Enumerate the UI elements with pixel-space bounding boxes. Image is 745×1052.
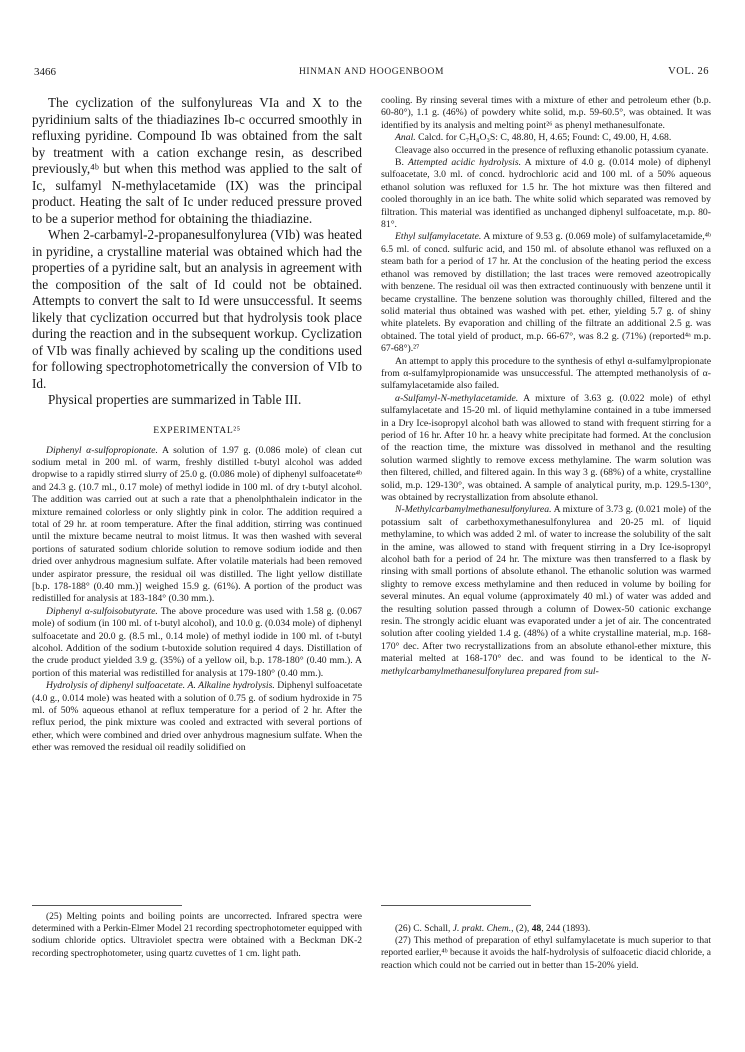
left-column [32, 95, 362, 755]
procedure-hydrolysis [32, 680, 362, 754]
footnote-26 [381, 923, 711, 935]
page-header [34, 66, 709, 80]
procedure-sulfonylurea [381, 504, 711, 678]
footnotes-left [32, 911, 362, 960]
footnote-text: , 244 (1893). [541, 924, 591, 934]
procedure-sulfopropionate [32, 445, 362, 606]
procedure-sulfoisobutyrate [32, 606, 362, 680]
right-column [381, 95, 711, 678]
procedure-title: Diphenyl α-sulfopropionate. [46, 444, 158, 456]
procedure-subtitle: A. Alkaline hydrolysis. [187, 680, 275, 692]
procedure-ethyl-sulfamylacetate [381, 231, 711, 355]
attempt-paragraph: An attempt to apply this procedure to the synthesis of ethyl α-sulfamylpropionate from α-sulfamylpropionamide was unsuccessful. The attempted methanolysis of α-sulfamylacetamide also failed. [381, 355, 711, 392]
intro-paragraph-1: The cyclization of the sulfonylureas VIa and X to the pyridinium salts of the thiadiazines Ib-c occurred smoothly in refluxing pyridine. Compound Ib was obtained from the salt by treatment with a cation exchange resin, as described previously,⁴ᵇ but when this method was applied to the salt of Ic, sulfamyl N-methylacetamide (IX) was the principal product. Heating the salt of Ic under reduced pressure proved to be a superior method for obtaining the thiadiazine. [32, 95, 362, 226]
procedure-body: A solution of 1.97 g. (0.086 mole) of clean cut sodium metal in 200 ml. of warm, freshly distilled t-butyl alcohol was added dropwise to a rapidly stirred slurry of 25.0 g. (0.086 mole) of diphenyl sulfoacetate⁴ᵇ and 24.3 g. (10.7 ml., 0.17 mole) of methyl iodide in 100 ml. of dry t-butyl alcohol. The addition was carried out at such a rate that a phenolphthalein indicator in the mixture remained colorless or only slightly pink in color. The addition required a total of 29 hr. at room temperature. After the final addition, stirring was continued until the mixture became neutral to moist litmus. It was then washed with several portions of saturated sodium chloride solution to remove sodium iodide and then dried over anhydrous magnesium sulfate. After volatile materials had been removed under aspirator pressure, the residual oil was distilled. The light yellow distillate [b.p. 178-188° (0.40 mm.)] weighed 15.9 g. (61%). A portion of the product was redistilled for analysis at 183-184° (0.30 mm.). [32, 444, 362, 605]
analysis-values: Calcd. for C₇H₈O₃S: C, 48.80, H, 4.65; Found: C, 49.00, H, 4.68. [415, 132, 672, 144]
procedure-acidic-hydrolysis [381, 157, 711, 231]
journal-name: J. prakt. Chem. [452, 924, 512, 934]
analysis-line [381, 132, 711, 144]
intro-paragraph-3: Physical properties are summarized in Table III. [48, 392, 302, 407]
footnote-27: (27) This method of preparation of ethyl sulfamylacetate is much superior to that reported earlier,⁴ᵇ because it avoids the half-hydrolysis of sulfoacetic diacid chloride, a reaction which could not be carried out in better than 15-20% yield. [381, 936, 711, 971]
analysis-label: Anal. [395, 132, 416, 144]
procedure-body: A mixture of 3.63 g. (0.022 mole) of ethyl sulfamylacetate and 15-20 ml. of liquid methylamine contained in a tube immersed in a Dry Ice-isopropyl alcohol bath was allowed to stand with frequent stirring for a period of 16 hr. After 10 hr. a heavy white precipitate had formed. At the conclusion of the reaction time, the mixture was dissolved in methanol and the resulting solution warmed slightly to remove excess methylamine. The warm solution was then filtered, chilled, and filtered again. In this way 3 g. (68%) of a white, crystalline solid, m.p. 129-130°, was obtained. A sample of analytical purity, m.p. 129.5-130°, was obtained by recrystallization from absolute ethanol. [381, 392, 711, 503]
cleavage-paragraph: Cleavage also occurred in the presence of refluxing ethanolic potassium cyanate. [395, 144, 709, 156]
procedure-body: A mixture of 4.0 g. (0.014 mole) of diphenyl sulfoacetate, 3.0 ml. of concd. hydrochloric acid and 100 ml. of a 50% aqueous ethanol solution was refluxed for 1.5 hr. The hot mixture was then filtered and cooled thoroughly in an ice bath. The white solid which separated was removed by filtration. This material was identified as unchanged diphenyl sulfoacetate, m.p. 80-81°. [381, 157, 711, 231]
procedure-title: Diphenyl α-sulfoisobutyrate. [46, 605, 158, 617]
procedure-title: α-Sulfamyl-N-methylacetamide. [395, 392, 519, 404]
procedure-prefix: B. [395, 157, 408, 169]
procedure-title: Ethyl sulfamylacetate. [395, 231, 482, 243]
volume-label: VOL. 26 [668, 66, 709, 77]
continued-paragraph: cooling. By rinsing several times with a mixture of ether and petroleum ether (b.p. 60-80°), 1.1 g. (46%) of powdery white solid, m.p. 59-60.5°, was obtained. It was identified by its analysis and melting point²⁶ as phenyl methanesulfonate. [381, 95, 711, 131]
procedure-body: A mixture of 3.73 g. (0.021 mole) of the potassium salt of carbethoxymethanesulfonylurea and 20-25 ml. of liquid methylamine, to which was added 2 ml. of water to increase the solubility of the salt in the amine, was allowed to stand with frequent stirring in a Dry Ice-isopropyl alcohol bath for a period of 24 hr. The mixture was then transferred to a flask by rinsing with small portions of absolute ethanol. The ethanolic solution was warmed slighty to remove excess methylamine and then reduced in volume by boiling for several minutes. An equal volume (approximately 40 ml.) of water was added and the resulting solution passed through a column of Dowex-50 cationic exchange resin. The strongly acidic eluant was evaporated under a jet of air. The concentrated solution after cooling yielded 1.4 g. (48%) of a white crystalline material, m.p. 168-170° dec. After two recrystallizations from an absolute ethanol-ether mixture, this material melted at 168-170° dec. and was found to be identical to the [381, 504, 711, 665]
procedure-title: Attempted acidic hydrolysis. [407, 157, 522, 169]
procedure-methylacetamide [381, 393, 711, 505]
footnote-rule-right [381, 905, 531, 906]
procedure-body-italic-end: N-methylcarbamylmethanesulfonylurea prepared from sul- [381, 653, 711, 677]
footnote-rule-left [32, 905, 182, 906]
procedure-body: The above procedure was used with 1.58 g. (0.067 mole) of sodium (in 100 ml. of t-butyl alcohol), and 10.0 g. (0.034 mole) of diphenyl sulfoacetate and 20.0 g. (8.5 ml., 0.14 mole) of methyl iodide in 100 ml. of t-butyl alcohol. Addition of the sodium t-butoxide solution required 4 days. Distillation of the crude product yielded 3.9 g. (35%) of a yellow oil, b.p. 178-180° (0.40 mm.). A portion of this material was redistilled for analysis at 179-180° (0.40 mm.). [32, 605, 362, 679]
procedure-body: A mixture of 9.53 g. (0.069 mole) of sulfamylacetamide,⁴ᵇ 6.5 ml. of concd. sulfuric acid, and 150 ml. of absolute ethanol was refluxed on a steam bath for a period of 17 hr. At the conclusion of the heating period the excess ethanol was removed by distillation; the last traces were removed azeotropically with benzene. The residual oil was then extracted continuously with benzene until it became crystalline. The benzene solution was thoroughly chilled, filtered and the solid material thus obtained was washed with pet. ether, yielding 5.7 g. of shiny white platelets. By evaporation and chilling of the filtrate an additional 2.5 g. was obtained. The total yield of product, m.p. 66-67°, was 8.2 g. (71%) (reported⁴ᵃ m.p. 67-68°).²⁷ [381, 231, 711, 355]
procedure-title: N-Methylcarbamylmethanesulfonylurea. [395, 504, 552, 516]
footnote-25: (25) Melting points and boiling points are uncorrected. Infrared spectra were determined with a Perkin-Elmer Model 21 recording spectrophotometer equipped with sodium chloride optics. Ultraviolet spectra were obtained with a Beckman DK-2 recording spectrophotometer, using quartz cuvettes of 1 cm. light path. [32, 912, 362, 959]
footnote-text: (26) C. Schall, [395, 924, 453, 934]
experimental-heading: EXPERIMENTAL²⁵ [153, 424, 241, 436]
footnote-text: , (2), [511, 924, 532, 934]
journal-volume: 48 [531, 924, 542, 934]
running-head-authors: HINMAN AND HOOGENBOOM [298, 67, 445, 77]
intro-paragraph-2: When 2-carbamyl-2-propanesulfonylurea (VIb) was heated in pyridine, a crystalline material was obtained which had the properties of a pyridine salt, but an analysis in agreement with the composition of the salt of Id could not be obtained. Attempts to convert the salt to Id were unsuccessful. It seems likely that cyclization occurred but that hydrolysis took place during the reaction and in the subsequent workup. Cyclization of VIb was finally achieved by scaling up the conditions used for following spectrophotometrically the conversion of VIb to Id. [32, 227, 362, 391]
page-number: 3466 [34, 66, 56, 78]
footnotes-right [381, 923, 711, 972]
procedure-body: Diphenyl sulfoacetate (4.0 g., 0.014 mole) was heated with a solution of 0.75 g. of sodium hydroxide in 75 ml. of 50% aqueous ethanol at reflux temperature for a period of 2 hr. After the reflux period, the pink mixture was cooled and extracted with several portions of ether, which were combined and dried over anhydrous magnesium sulfate. When the ether was removed the residual oil readily solidified on [32, 680, 362, 754]
procedure-title: Hydrolysis of diphenyl sulfoacetate. [46, 680, 186, 692]
